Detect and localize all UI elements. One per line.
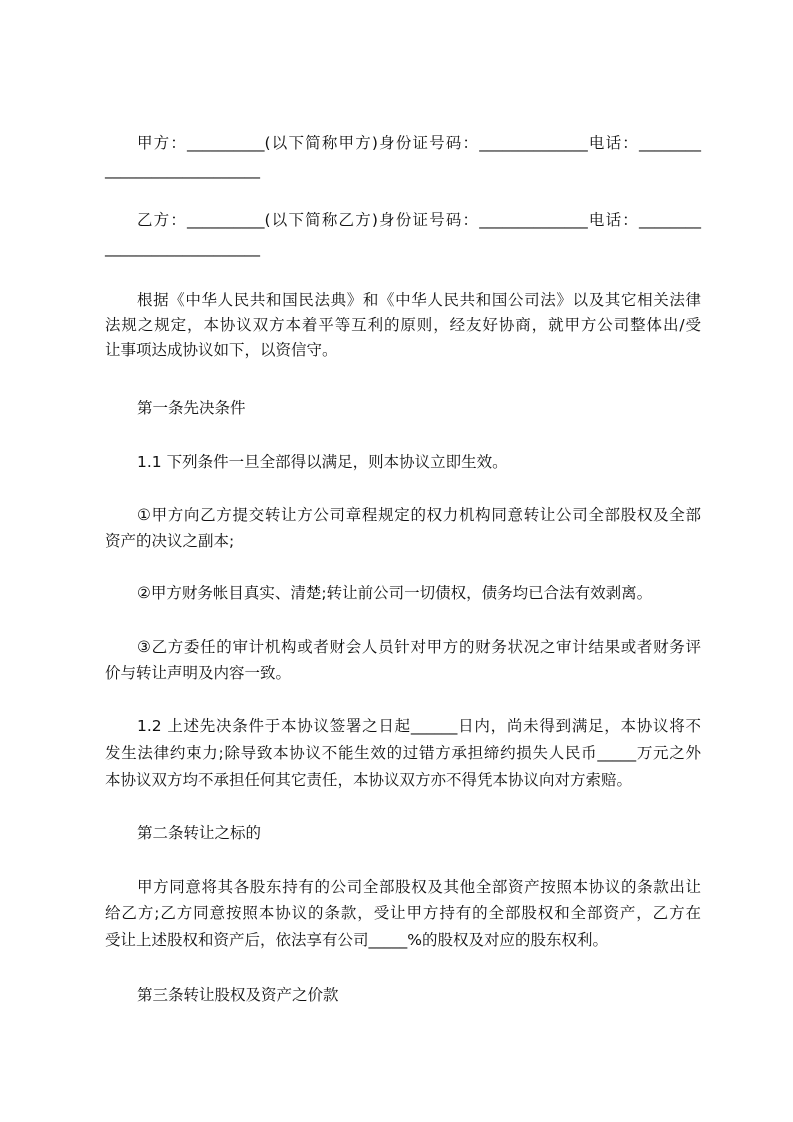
article-3-title: 第三条转让股权及资产之价款 [137,986,339,1004]
condition-item-3: ③乙方委任的审计机构或者财会人员针对甲方的财务状况之审计结果或者财务评 [137,638,701,656]
preamble-line: 法规之规定，本协议双方本着平等互利的原则，经友好协商，就甲方公司整体出/受 [105,316,701,334]
article-1-title: 第一条先决条件 [137,399,246,417]
condition-item-2: ②甲方财务帐目真实、清楚;转让前公司一切债权，债务均已合法有效剥离。 [137,584,653,602]
article-2-line: 甲方同意将其各股东持有的公司全部股权及其他全部资产按照本协议的条款出让 [137,878,701,896]
article-2-line: 受让上述股权和资产后，依法享有公司_____%的股权及对应的股东权利。 [105,931,608,949]
condition-item-3-cont: 价与转让声明及内容一致。 [105,664,292,682]
party-b-line-cont: ____________________ [105,239,260,257]
clause-1-2-line: 本协议双方均不承担任何其它责任，本协议双方亦不得凭本协议向对方索赔。 [105,771,633,789]
preamble-line: 让事项达成协议如下，以资信守。 [105,341,338,359]
clause-1-2-line: 发生法律约束力;除导致本协议不能生效的过错方承担缔约损失人民币_____万元之外 [105,744,701,762]
preamble-line: 根据《中华人民共和国民法典》和《中华人民共和国公司法》以及其它相关法律 [137,291,701,309]
clause-1-1: 1.1 下列条件一旦全部得以满足，则本协议立即生效。 [137,453,508,471]
clause-1-2-line: 1.2 上述先决条件于本协议签署之日起______日内，尚未得到满足，本协议将不 [137,717,701,735]
party-a-line: 甲方：__________(以下简称甲方)身份证号码：______________电话：________ [137,134,701,152]
article-2-title: 第二条转让之标的 [137,824,262,842]
article-2-line: 给乙方;乙方同意按照本协议的条款，受让甲方持有的全部股权和全部资产，乙方在 [105,904,701,922]
condition-item-1-cont: 资产的决议之副本; [105,532,235,550]
party-a-line-cont: ____________________ [105,161,260,179]
condition-item-1: ①甲方向乙方提交转让方公司章程规定的权力机构同意转让公司全部股权及全部 [137,506,701,524]
party-b-line: 乙方：__________(以下简称乙方)身份证号码：______________电话：________ [137,211,701,229]
